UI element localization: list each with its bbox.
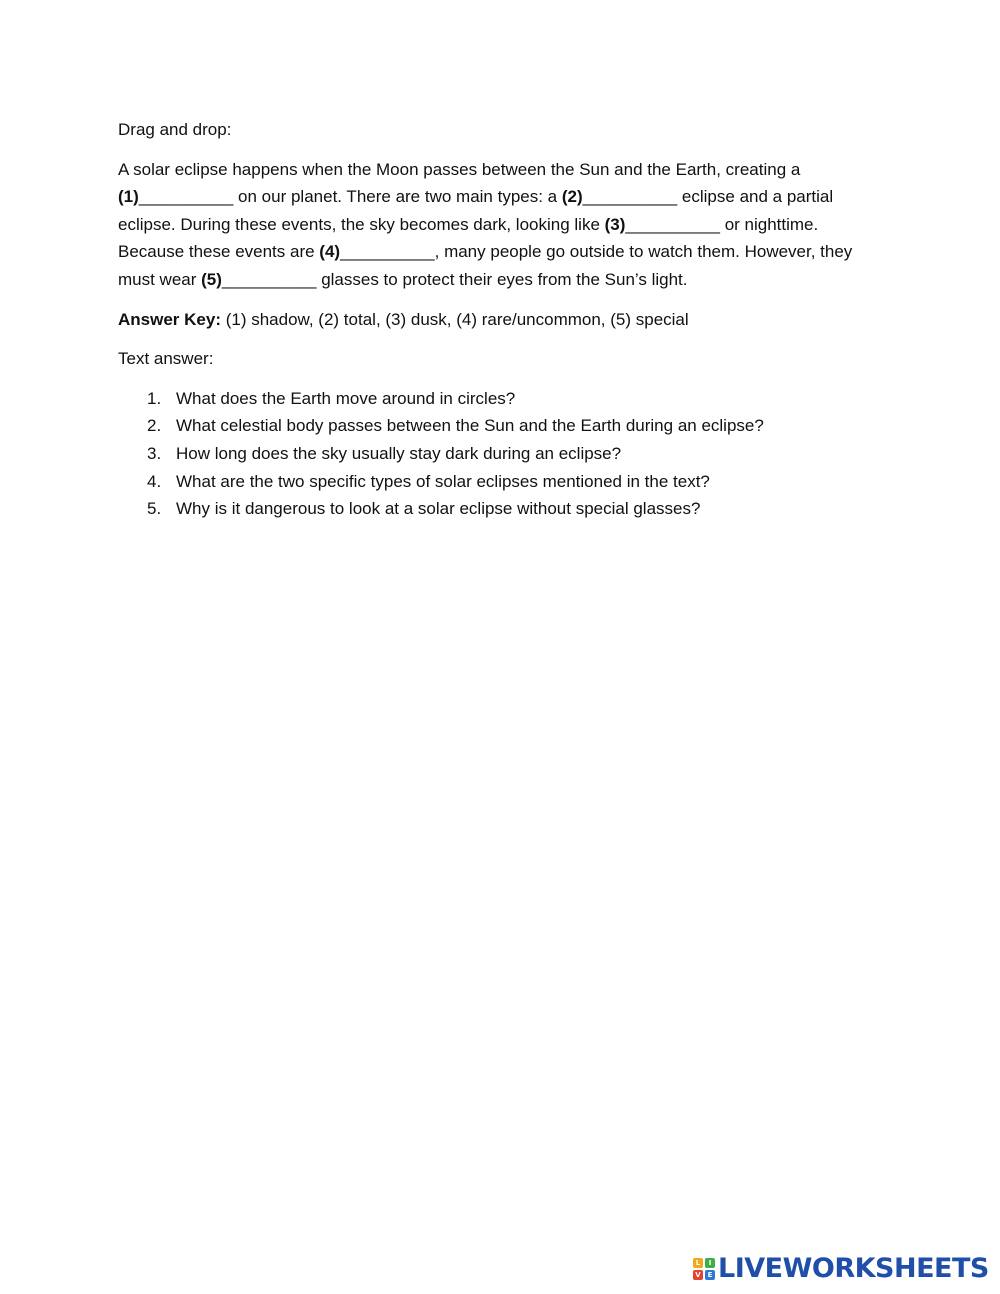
- blank-number-4: (4): [319, 242, 341, 262]
- passage-text-6: glasses to protect their eyes from the Sun’s light.: [316, 269, 688, 289]
- blank-1[interactable]: __________: [138, 187, 234, 207]
- blank-number-2: (2): [561, 187, 583, 207]
- question-text: What does the Earth move around in circles?: [176, 388, 516, 408]
- answer-key: [118, 306, 888, 334]
- answer-key-text: (1) shadow, (2) total, (3) dusk, (4) rare/uncommon, (5) special: [220, 309, 689, 329]
- logo-tile-i: I: [705, 1258, 715, 1268]
- question-number: 5.: [147, 499, 162, 519]
- passage-text-1: A solar eclipse happens when the Moon passes between the Sun and the Earth, creating a: [118, 159, 801, 179]
- blank-number-1: (1): [118, 187, 139, 207]
- blank-number-3: (3): [604, 214, 626, 234]
- blank-4[interactable]: __________: [340, 242, 435, 262]
- question-text: What are the two specific types of solar eclipses mentioned in the text?: [176, 471, 710, 491]
- drag-and-drop-label: Drag and drop:: [118, 120, 232, 139]
- passage-text-5: , many people go outside to watch them. However, they must wear: [118, 242, 853, 289]
- logo-tile-e: E: [705, 1270, 715, 1280]
- question-text: How long does the sky usually stay dark during an eclipse?: [176, 443, 622, 463]
- list-item: [147, 495, 888, 523]
- liveworksheets-logo-icon: [693, 1258, 715, 1280]
- blank-3[interactable]: __________: [625, 214, 720, 234]
- list-item: [147, 385, 888, 413]
- logo-tile-v: V: [693, 1270, 703, 1280]
- list-item: [147, 440, 888, 468]
- question-text: What celestial body passes between the Sun and the Earth during an eclipse?: [176, 416, 764, 436]
- question-text: Why is it dangerous to look at a solar eclipse without special glasses?: [176, 499, 701, 519]
- liveworksheets-logo-text: LIVEWORKSHEETS: [718, 1253, 989, 1284]
- eclipse-passage: [118, 156, 888, 294]
- blank-2[interactable]: __________: [582, 187, 678, 207]
- question-number: 4.: [147, 471, 162, 491]
- question-number: 1.: [147, 388, 162, 408]
- passage-text-2: on our planet. There are two main types: a: [233, 187, 562, 207]
- list-item: [147, 412, 888, 440]
- list-item: [147, 468, 888, 496]
- blank-number-5: (5): [201, 269, 222, 289]
- passage-text-4: or nighttime. Because these events are: [118, 214, 819, 262]
- logo-tile-l: L: [693, 1258, 703, 1268]
- blank-5[interactable]: __________: [221, 269, 317, 289]
- liveworksheets-logo: [693, 1254, 989, 1284]
- answer-key-label: Answer Key:: [118, 309, 221, 329]
- question-list: [118, 385, 888, 523]
- question-number: 2.: [147, 416, 162, 436]
- worksheet-page: [118, 116, 888, 523]
- text-answer-label: Text answer:: [118, 349, 214, 369]
- question-number: 3.: [147, 443, 162, 463]
- passage-text-3: eclipse and a partial eclipse. During these events, the sky becomes dark, looking like: [118, 187, 834, 234]
